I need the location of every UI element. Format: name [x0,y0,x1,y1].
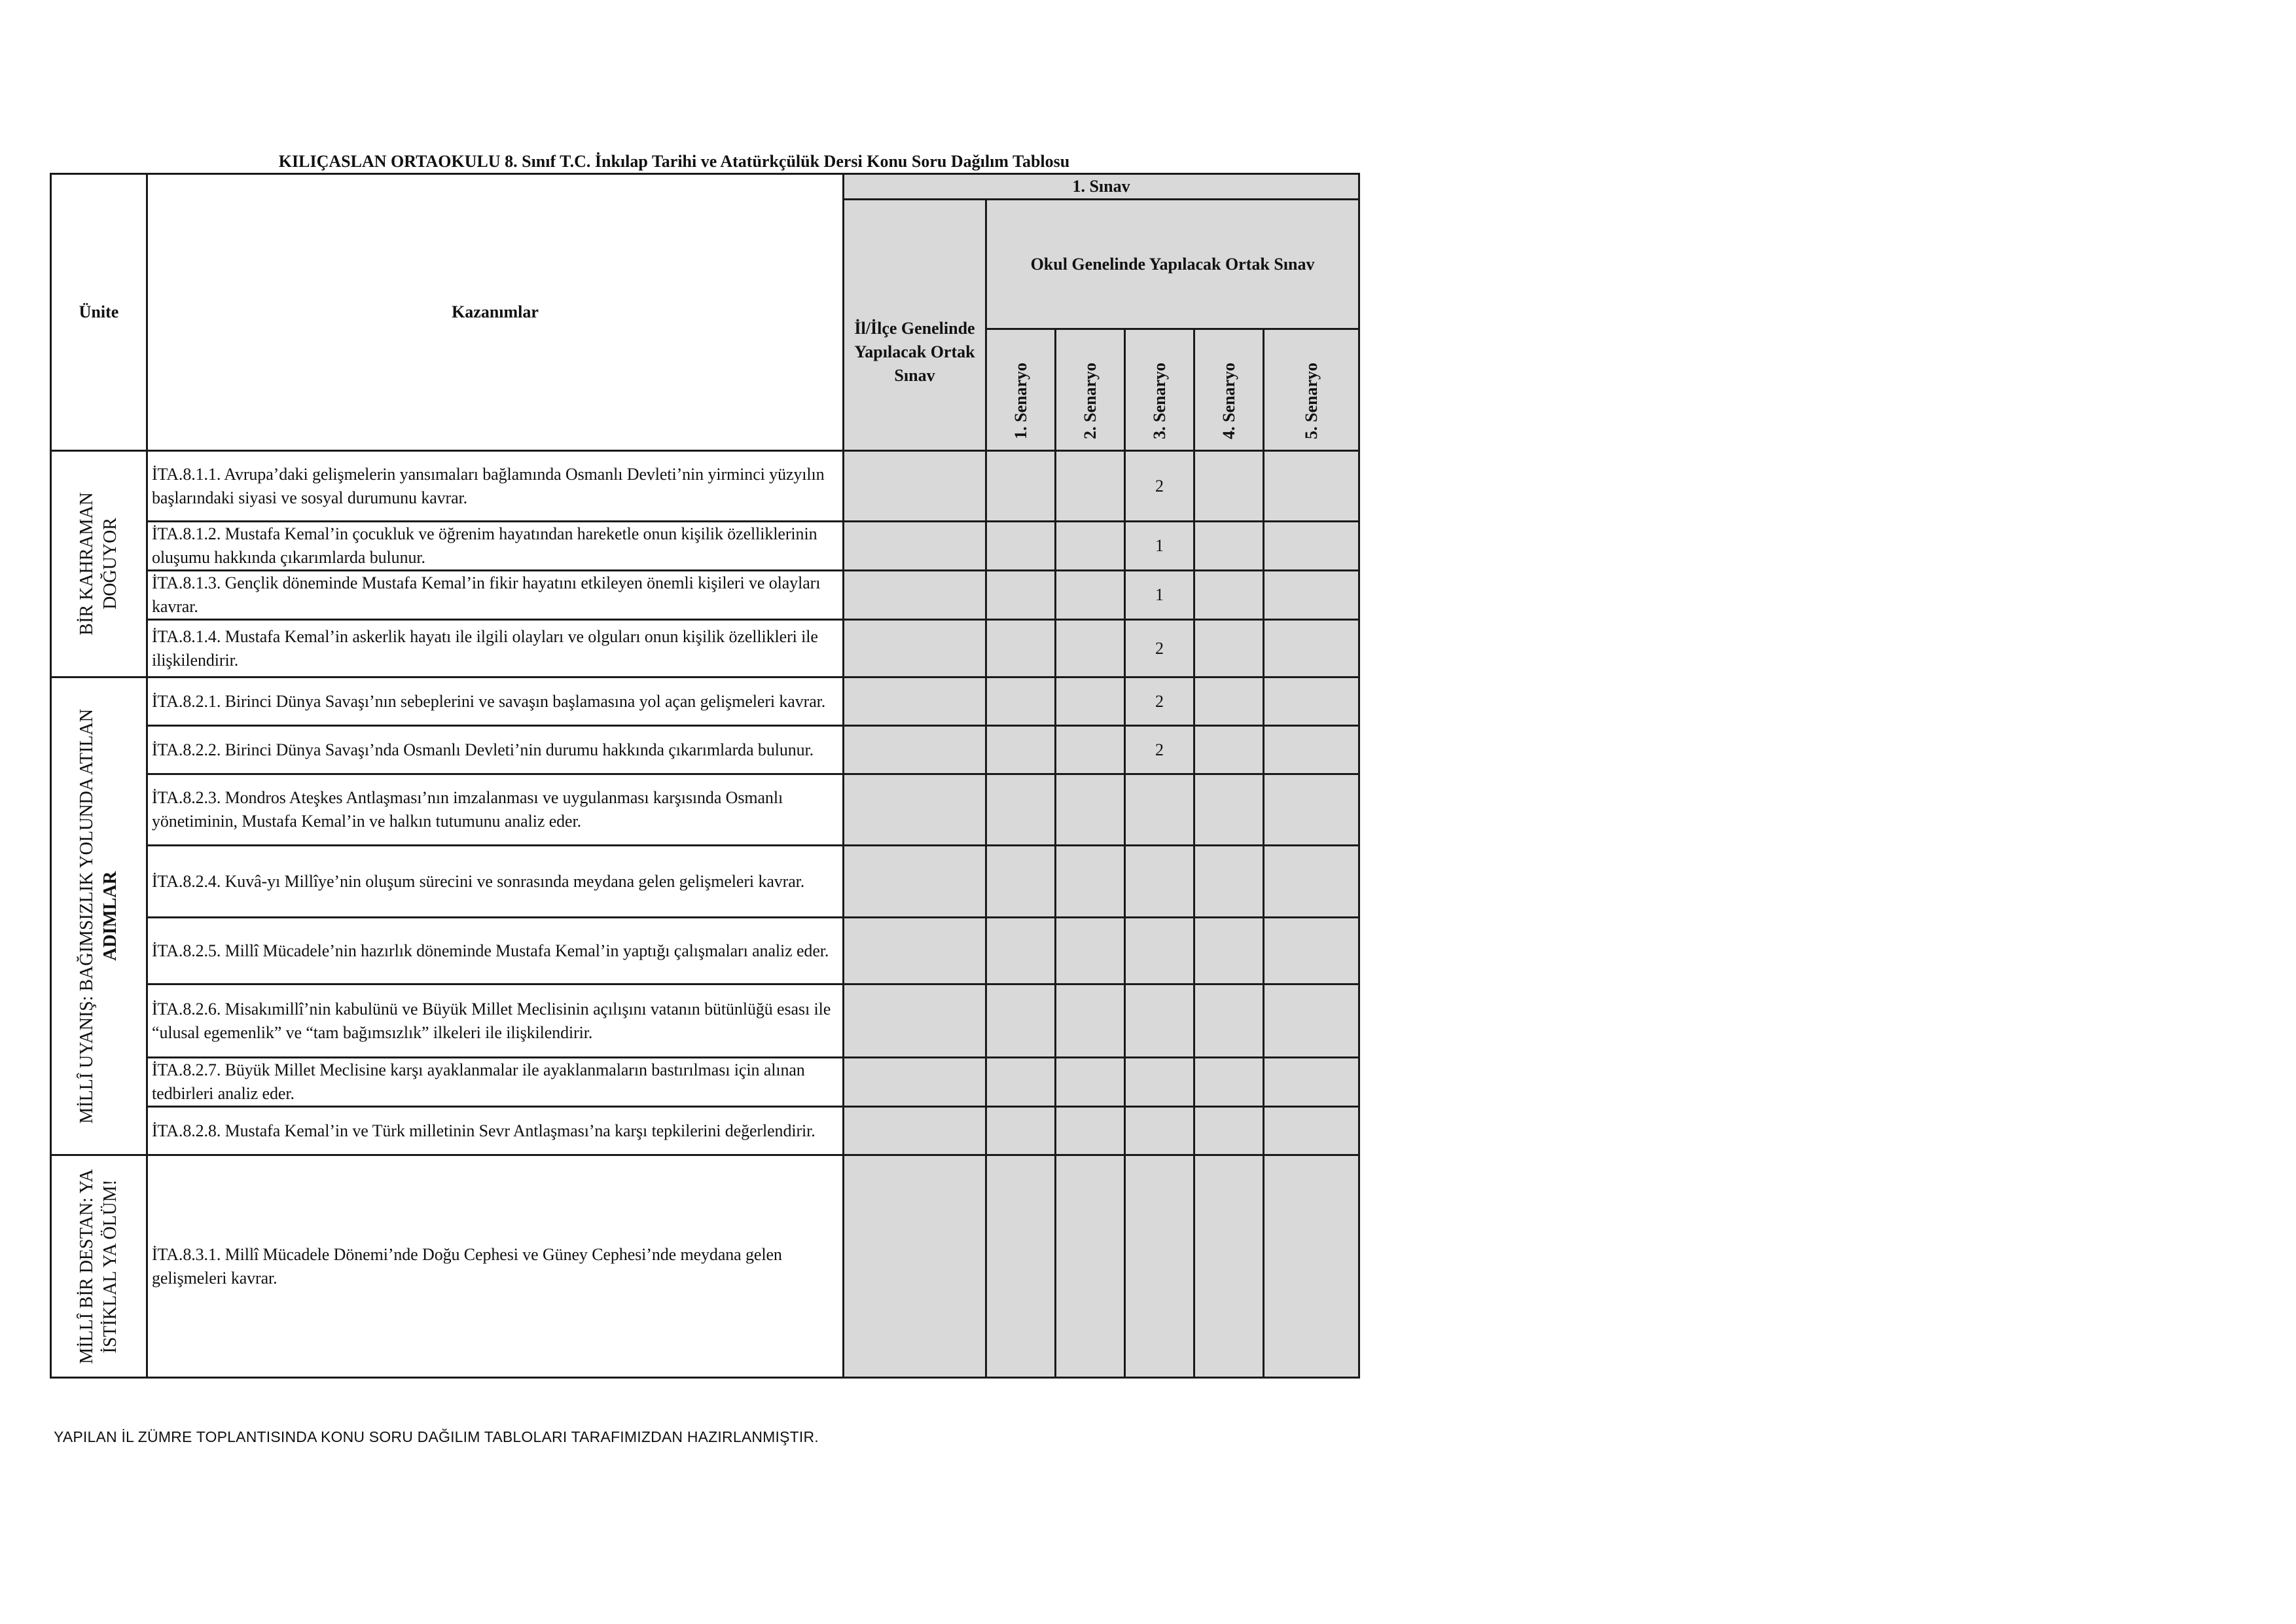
table-row [51,846,1359,918]
il-ilce-value-cell [844,571,986,620]
senaryo-1-value-cell [986,677,1056,726]
header-senaryo-5 [1264,329,1359,451]
kazanim-cell [147,677,844,726]
header-senaryo-label: 2. Senaryo [1080,363,1100,439]
header-senaryo-1 [986,329,1056,451]
kazanim-cell [147,522,844,571]
unit-name-line: DOĞUYOR [100,518,120,610]
kazanim-text: İTA.8.1.2. Mustafa Kemal’in çocukluk ve öğrenim hayatından hareketle onun kişilik özelliklerinin oluşumu hakkında çıkarımlarda bulunur. [152,524,817,567]
kazanim-cell [147,918,844,984]
il-ilce-value-cell [844,726,986,774]
kazanim-cell [147,451,844,522]
senaryo-2-value-cell [1056,522,1125,571]
senaryo-5-value-cell [1264,1107,1359,1155]
senaryo-2-value-cell [1056,774,1125,846]
kazanim-cell [147,1155,844,1378]
senaryo-4-value-cell [1194,620,1264,677]
kazanim-cell [147,620,844,677]
footer-note: YAPILAN İL ZÜMRE TOPLANTISINDA KONU SORU DAĞILIM TABLOLARI TARAFIMIZDAN HAZIRLANMIŞTIR. [54,1428,819,1445]
document-title: KILIÇASLAN ORTAOKULU 8. Sınıf T.C. İnkılap Tarihi ve Atatürkçülük Dersi Konu Soru Dağılım Tablosu [278,152,1070,171]
kazanim-text: İTA.8.1.1. Avrupa’daki gelişmelerin yansımaları bağlamında Osmanlı Devleti’nin yirminci yüzyılın başlarındaki siyasi ve sosyal durumunu kavrar. [152,464,825,507]
header-il-ilce-text: İl/İlçe Genelinde Yapılacak Ortak Sınav [854,319,975,385]
il-ilce-value-cell [844,918,986,984]
table-row [51,451,1359,522]
senaryo-2-value-cell [1056,984,1125,1058]
senaryo-1-value-cell [986,1107,1056,1155]
kazanim-cell [147,1107,844,1155]
unit-cell-1 [51,451,147,677]
senaryo-1-value-cell [986,571,1056,620]
header-senaryo-label: 3. Senaryo [1149,363,1169,439]
il-ilce-value-cell [844,1058,986,1107]
il-ilce-value-cell [844,846,986,918]
senaryo-1-value-cell [986,774,1056,846]
unit-cell-2 [51,677,147,1155]
il-ilce-value-cell [844,1107,986,1155]
header-senaryo-label: 5. Senaryo [1301,363,1321,439]
unit-name-line: BİR KAHRAMAN [77,492,97,636]
senaryo-5-value-cell [1264,1155,1359,1378]
kazanim-cell [147,774,844,846]
kazanim-text: İTA.8.2.3. Mondros Ateşkes Antlaşması’nın imzalanması ve uygulanması karşısında Osmanlı yönetiminin, Mustafa Kemal’in ve halkın tutumunu analiz eder. [152,788,783,831]
senaryo-4-value-cell [1194,984,1264,1058]
senaryo-5-value-cell [1264,522,1359,571]
senaryo-1-value-cell [986,620,1056,677]
distribution-table [50,173,1360,1379]
header-senaryo-label: 1. Senaryo [1011,363,1030,439]
senaryo-3-value-cell [1125,1155,1194,1378]
senaryo-3-value-cell [1125,1107,1194,1155]
senaryo-2-value-cell [1056,726,1125,774]
senaryo-5-value-cell [1264,451,1359,522]
header-kazanimlar: Kazanımlar [147,174,844,451]
kazanim-text: İTA.8.2.5. Millî Mücadele’nin hazırlık döneminde Mustafa Kemal’in yaptığı çalışmaları analiz eder. [152,941,829,960]
senaryo-1-value-cell [986,918,1056,984]
senaryo-1-value-cell [986,1058,1056,1107]
header-senaryo-3 [1125,329,1194,451]
kazanim-cell [147,846,844,918]
kazanim-text: İTA.8.2.6. Misakımillî’nin kabulünü ve Büyük Millet Meclisinin açılışını vatanın bütünlüğü esası ile “ulusal egemenlik” ve “tam bağımsızlık” ilkeleri ile ilişkilendirir. [152,999,831,1042]
senaryo-1-value-cell [986,984,1056,1058]
senaryo-4-value-cell [1194,522,1264,571]
senaryo-2-value-cell [1056,918,1125,984]
kazanim-text: İTA.8.1.3. Gençlik döneminde Mustafa Kemal’in fikir hayatını etkileyen önemli kişileri ve olayları kavrar. [152,573,821,616]
senaryo-2-value-cell [1056,451,1125,522]
senaryo-2-value-cell [1056,677,1125,726]
il-ilce-value-cell [844,774,986,846]
senaryo-3-value-cell: 2 [1125,620,1194,677]
senaryo-1-value-cell [986,1155,1056,1378]
unit-name-line: ADIMLAR [100,871,120,961]
senaryo-4-value-cell [1194,571,1264,620]
senaryo-4-value-cell [1194,1058,1264,1107]
il-ilce-value-cell [844,522,986,571]
senaryo-4-value-cell [1194,846,1264,918]
senaryo-3-value-cell [1125,846,1194,918]
kazanim-text: İTA.8.2.4. Kuvâ-yı Millîye’nin oluşum sürecini ve sonrasında meydana gelen gelişmeleri kavrar. [152,871,805,891]
senaryo-5-value-cell [1264,984,1359,1058]
table-row [51,918,1359,984]
senaryo-4-value-cell [1194,451,1264,522]
senaryo-5-value-cell [1264,726,1359,774]
table-row [51,726,1359,774]
table-row [51,774,1359,846]
senaryo-1-value-cell [986,846,1056,918]
table-row [51,1058,1359,1107]
kazanim-text: İTA.8.2.1. Birinci Dünya Savaşı’nın sebeplerini ve savaşın başlamasına yol açan gelişmeleri kavrar. [152,691,826,711]
senaryo-5-value-cell [1264,918,1359,984]
senaryo-4-value-cell [1194,918,1264,984]
kazanim-text: İTA.8.1.4. Mustafa Kemal’in askerlik hayatı ile ilgili olayları ve olguları onun kişilik özellikleri ile ilişkilendirir. [152,626,818,670]
unit-cell-3 [51,1155,147,1378]
header-okul: Okul Genelinde Yapılacak Ortak Sınav [986,200,1359,329]
il-ilce-value-cell [844,451,986,522]
kazanim-cell [147,984,844,1058]
kazanim-text: İTA.8.2.7. Büyük Millet Meclisine karşı ayaklanmalar ile ayaklanmaların bastırılması için alınan tedbirleri analiz eder. [152,1060,805,1103]
il-ilce-value-cell [844,677,986,726]
senaryo-2-value-cell [1056,1107,1125,1155]
header-il-ilce [844,200,986,451]
il-ilce-value-cell [844,1155,986,1378]
table-row [51,677,1359,726]
header-senaryo-2 [1056,329,1125,451]
il-ilce-value-cell [844,984,986,1058]
senaryo-2-value-cell [1056,571,1125,620]
senaryo-2-value-cell [1056,620,1125,677]
kazanim-cell [147,726,844,774]
senaryo-4-value-cell [1194,677,1264,726]
header-sinav: 1. Sınav [844,174,1359,200]
senaryo-5-value-cell [1264,571,1359,620]
kazanim-text: İTA.8.2.8. Mustafa Kemal’in ve Türk milletinin Sevr Antlaşması’na karşı tepkilerini değerlendirir. [152,1121,816,1140]
senaryo-3-value-cell [1125,918,1194,984]
table-row [51,984,1359,1058]
senaryo-4-value-cell [1194,1155,1264,1378]
table-row [51,1107,1359,1155]
il-ilce-value-cell [844,620,986,677]
senaryo-3-value-cell [1125,984,1194,1058]
table-row [51,571,1359,620]
senaryo-2-value-cell [1056,1058,1125,1107]
senaryo-4-value-cell [1194,1107,1264,1155]
unit-name-line: İSTİKLAL YA ÖLÜM! [100,1179,120,1354]
senaryo-3-value-cell [1125,1058,1194,1107]
senaryo-2-value-cell [1056,1155,1125,1378]
senaryo-4-value-cell [1194,774,1264,846]
table-row [51,522,1359,571]
senaryo-1-value-cell [986,522,1056,571]
unit-name-line: MİLLÎ UYANIŞ: BAĞIMSIZLIK YOLUNDA ATILAN [77,708,97,1124]
senaryo-3-value-cell: 2 [1125,451,1194,522]
senaryo-5-value-cell [1264,774,1359,846]
header-unite: Ünite [51,174,147,451]
senaryo-3-value-cell [1125,774,1194,846]
senaryo-2-value-cell [1056,846,1125,918]
kazanim-text: İTA.8.2.2. Birinci Dünya Savaşı’nda Osmanlı Devleti’nin durumu hakkında çıkarımlarda bulunur. [152,740,814,759]
senaryo-3-value-cell: 2 [1125,677,1194,726]
header-senaryo-4 [1194,329,1264,451]
senaryo-3-value-cell: 1 [1125,571,1194,620]
kazanim-text: İTA.8.3.1. Millî Mücadele Dönemi’nde Doğu Cephesi ve Güney Cephesi’nde meydana gelen gelişmeleri kavrar. [152,1244,782,1288]
senaryo-3-value-cell: 1 [1125,522,1194,571]
senaryo-5-value-cell [1264,846,1359,918]
kazanim-cell [147,571,844,620]
senaryo-4-value-cell [1194,726,1264,774]
table-row [51,620,1359,677]
senaryo-5-value-cell [1264,620,1359,677]
senaryo-1-value-cell [986,726,1056,774]
senaryo-5-value-cell [1264,1058,1359,1107]
kazanim-cell [147,1058,844,1107]
senaryo-5-value-cell [1264,677,1359,726]
table-row [51,1155,1359,1378]
unit-name-line: MİLLÎ BİR DESTAN: YA [77,1168,97,1364]
senaryo-1-value-cell [986,451,1056,522]
senaryo-3-value-cell: 2 [1125,726,1194,774]
header-senaryo-label: 4. Senaryo [1219,363,1238,439]
